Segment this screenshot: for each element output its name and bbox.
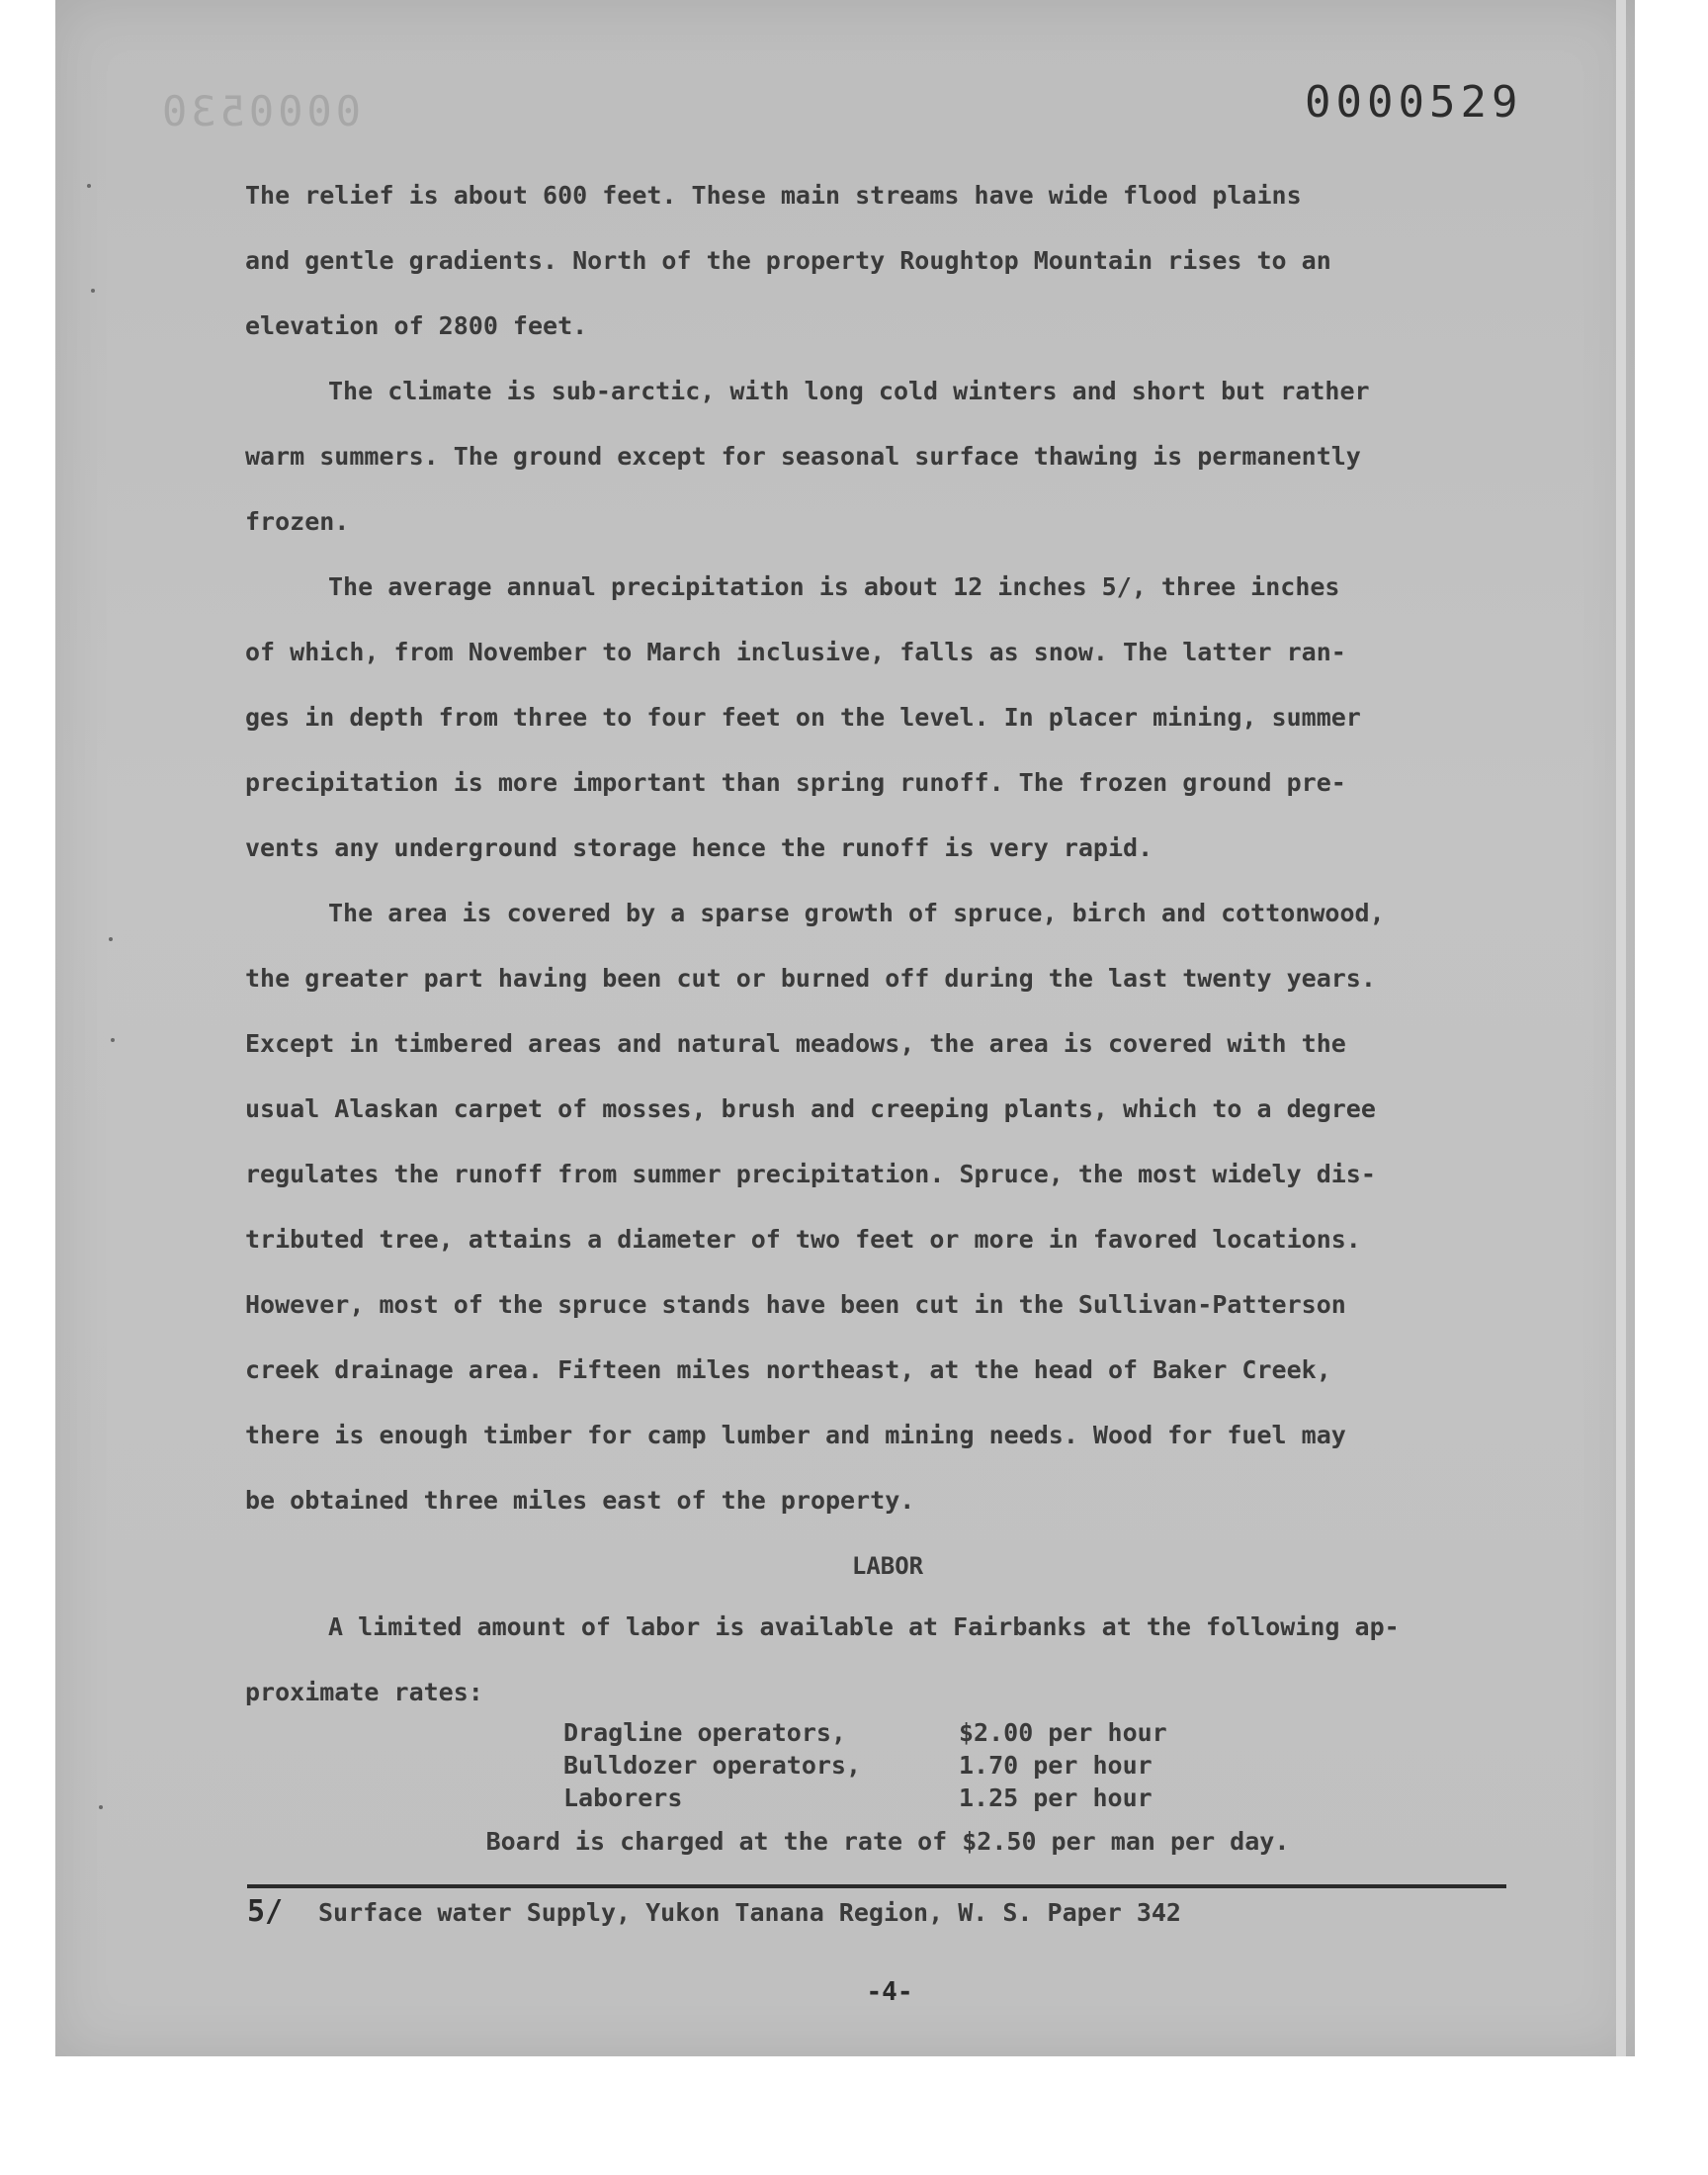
footnote-text: Surface water Supply, Yukon Tanana Region, W. S. Paper 342: [318, 1898, 1181, 1927]
text-line: usual Alaskan carpet of mosses, brush and creeping plants, which to a degree: [245, 1094, 1376, 1123]
text-line: regulates the runoff from summer precipitation. Spruce, the most widely dis-: [245, 1160, 1376, 1188]
text-line: the greater part having been cut or burned off during the last twenty years.: [245, 964, 1376, 993]
footnote-mark: 5/: [247, 1894, 284, 1929]
text-line: precipitation is more important than spring runoff. The frozen ground pre-: [245, 768, 1346, 797]
text-line: The average annual precipitation is about 12 inches 5/, three inches: [328, 572, 1340, 601]
text-line: tributed tree, attains a diameter of two feet or more in favored locations.: [245, 1225, 1361, 1254]
text-line: Except in timbered areas and natural meadows, the area is covered with the: [245, 1029, 1346, 1058]
paper-speck: [87, 184, 91, 188]
text-line: creek drainage area. Fifteen miles northeast, at the head of Baker Creek,: [245, 1355, 1331, 1384]
text-line: warm summers. The ground except for seasonal surface thawing is permanently: [245, 442, 1361, 471]
text-line: ges in depth from three to four feet on the level. In placer mining, summer: [245, 703, 1361, 732]
text-line: frozen.: [245, 507, 350, 536]
paragraph-vegetation: [245, 894, 1530, 1546]
text-line: The relief is about 600 feet. These main streams have wide flood plains: [245, 181, 1302, 210]
bleed-through-page-number: 0000530: [158, 87, 362, 135]
rate-row: [563, 1749, 1255, 1782]
paragraph-relief: [245, 176, 1530, 372]
footnote-divider: [247, 1884, 1506, 1888]
labor-rates-table: [563, 1716, 1255, 1814]
board-note: Board is charged at the rate of $2.50 per man per day.: [485, 1827, 1290, 1856]
text-line: A limited amount of labor is available at Fairbanks at the following ap-: [328, 1612, 1400, 1641]
rate-row: [563, 1716, 1255, 1749]
rate-role: Dragline operators,: [563, 1718, 846, 1747]
footnote: [247, 1892, 1532, 1933]
body-text: [245, 176, 1530, 1738]
paragraph-precipitation: [245, 567, 1530, 894]
paper-speck: [91, 289, 95, 293]
page-edge: [1616, 0, 1626, 2056]
text-line: be obtained three miles east of the property.: [245, 1486, 915, 1515]
paper-speck: [99, 1805, 103, 1809]
rate-amount: 1.25 per hour: [959, 1784, 1153, 1812]
section-heading-labor: LABOR: [851, 1552, 924, 1580]
text-line: vents any underground storage hence the runoff is very rapid.: [245, 833, 1153, 862]
text-line: elevation of 2800 feet.: [245, 311, 588, 340]
text-line: of which, from November to March inclusive, falls as snow. The latter ran-: [245, 638, 1346, 666]
text-line: and gentle gradients. North of the property Roughtop Mountain rises to an: [245, 246, 1331, 275]
text-line: The climate is sub-arctic, with long cold winters and short but rather: [328, 377, 1370, 405]
page-id-stamp: 0000529: [1305, 77, 1523, 128]
paper-speck: [111, 1038, 115, 1042]
text-line: there is enough timber for camp lumber and mining needs. Wood for fuel may: [245, 1421, 1346, 1449]
text-line: However, most of the spruce stands have been cut in the Sullivan-Patterson: [245, 1290, 1346, 1319]
rate-role: Bulldozer operators,: [563, 1751, 862, 1780]
page-footer-number: -4-: [866, 1977, 913, 2007]
rate-amount: 1.70 per hour: [959, 1751, 1153, 1780]
paragraph-climate: [245, 372, 1530, 567]
text-line: The area is covered by a sparse growth of spruce, birch and cottonwood,: [328, 899, 1385, 927]
rate-row: [563, 1782, 1255, 1814]
text-line: proximate rates:: [245, 1678, 483, 1706]
rate-role: Laborers: [563, 1784, 683, 1812]
paper-speck: [109, 937, 113, 941]
rate-amount: $2.00 per hour: [959, 1718, 1167, 1747]
